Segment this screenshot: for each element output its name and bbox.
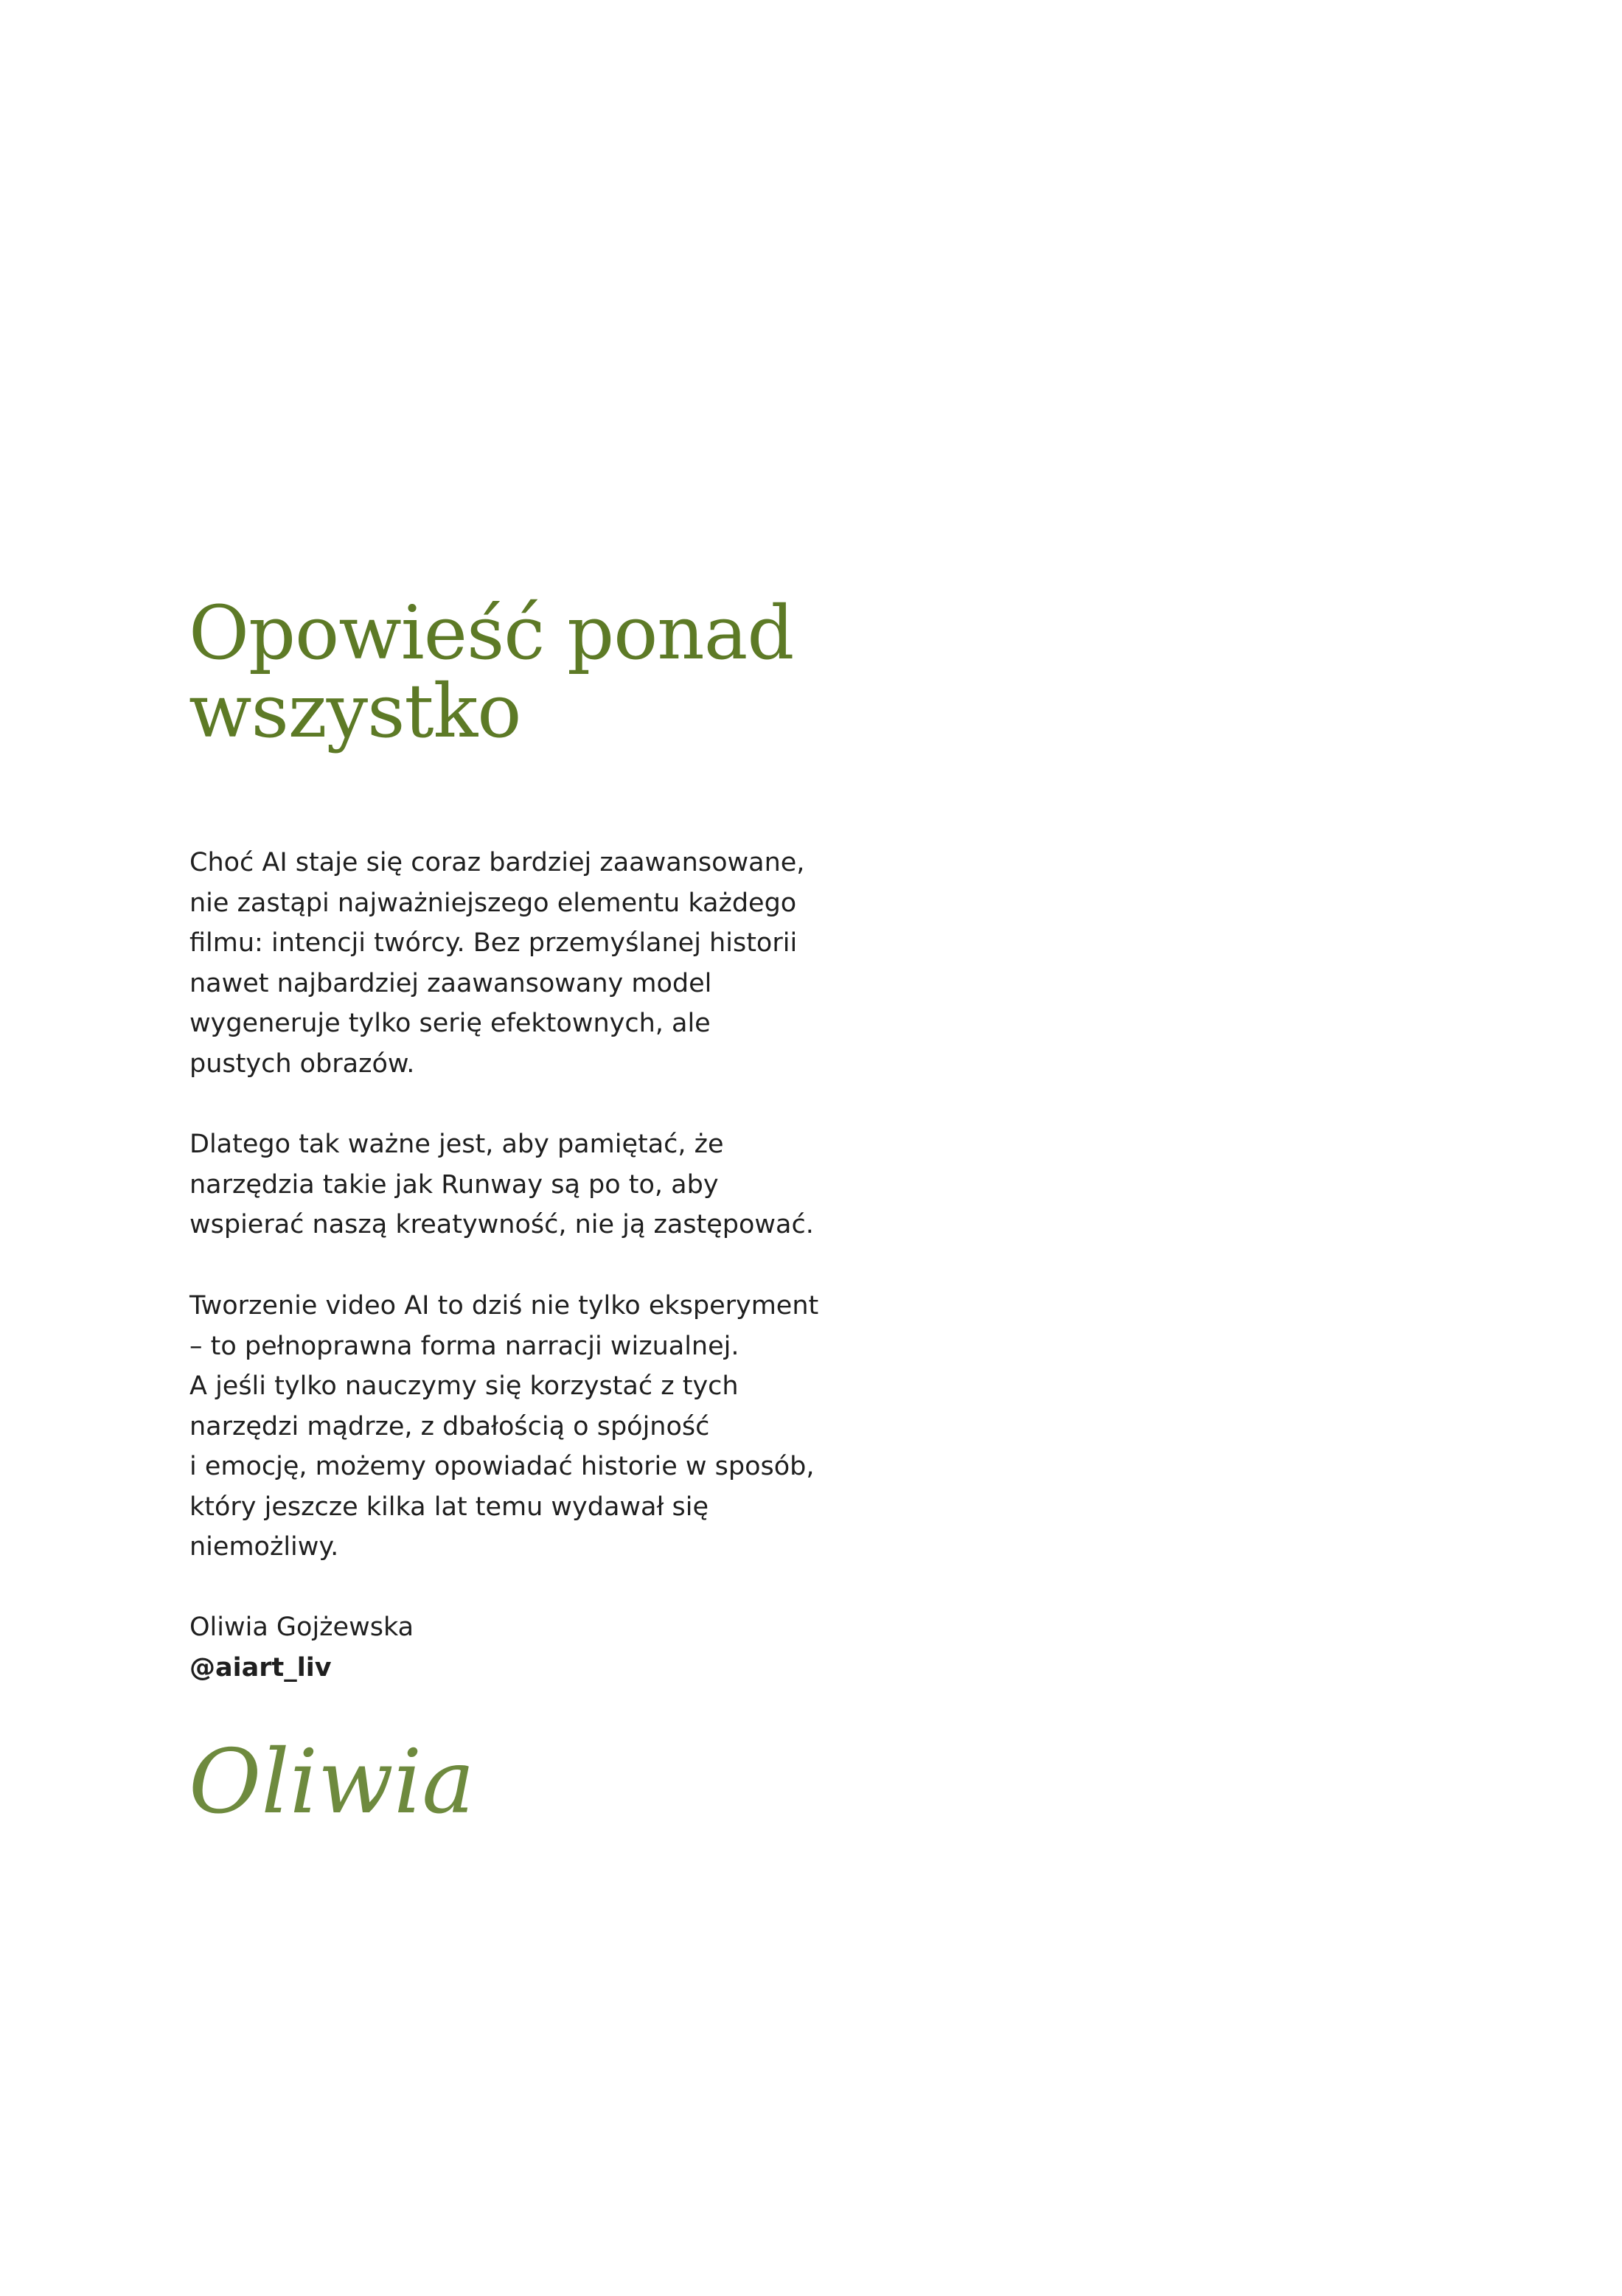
paragraph-1-line: Choć AI staje się coraz bardziej zaawansowane, bbox=[189, 848, 805, 877]
paragraph-1-line: nie zastąpi najważniejszego elementu każdego bbox=[189, 888, 797, 918]
paragraph-1-line: pustych obrazów. bbox=[189, 1048, 415, 1079]
paragraph-1-line: wygeneruje tylko serię efektownych, ale bbox=[189, 1009, 711, 1038]
paragraph-1 bbox=[189, 843, 927, 1084]
paragraph-3-line: narzędzi mądrze, z dbałością o spójność bbox=[189, 1411, 710, 1441]
paragraph-2-line: wspierać naszą kreatywność, nie ją zastępować. bbox=[189, 1210, 814, 1239]
signature-text: Oliwia bbox=[189, 1731, 475, 1834]
author-handle: @aiart_liv bbox=[189, 1653, 332, 1683]
page-title bbox=[189, 590, 1147, 754]
handwritten-signature bbox=[184, 1725, 553, 1851]
paragraph-1-line: nawet najbardziej zaawansowany model bbox=[189, 968, 712, 998]
paragraph-3 bbox=[189, 1286, 927, 1568]
paragraph-3-line: – to pełnoprawna forma narracji wizualnej. bbox=[189, 1331, 739, 1361]
paragraph-1-line: filmu: intencji twórcy. Bez przemyślanej historii bbox=[189, 928, 798, 958]
paragraph-3-line: który jeszcze kilka lat temu wydawał się bbox=[189, 1492, 709, 1522]
paragraph-3-line: niemożliwy. bbox=[189, 1532, 339, 1562]
paragraph-3-line: i emocję, możemy opowiadać historie w sposób, bbox=[189, 1452, 815, 1481]
paragraph-3-line: Tworzenie video AI to dziś nie tylko eksperyment bbox=[189, 1291, 819, 1321]
page-title-line-2: wszystko bbox=[189, 668, 521, 754]
paragraph-2-line: narzędzia takie jak Runway są po to, aby bbox=[189, 1169, 719, 1200]
author-name: Oliwia Gojżewska bbox=[189, 1613, 414, 1642]
page-title-line-1: Opowieść ponad bbox=[189, 590, 794, 676]
paragraph-2-line: Dlatego tak ważne jest, aby pamiętać, że bbox=[189, 1130, 724, 1159]
paragraph-2 bbox=[189, 1124, 927, 1245]
paragraph-3-line: A jeśli tylko nauczymy się korzystać z tych bbox=[189, 1371, 739, 1401]
